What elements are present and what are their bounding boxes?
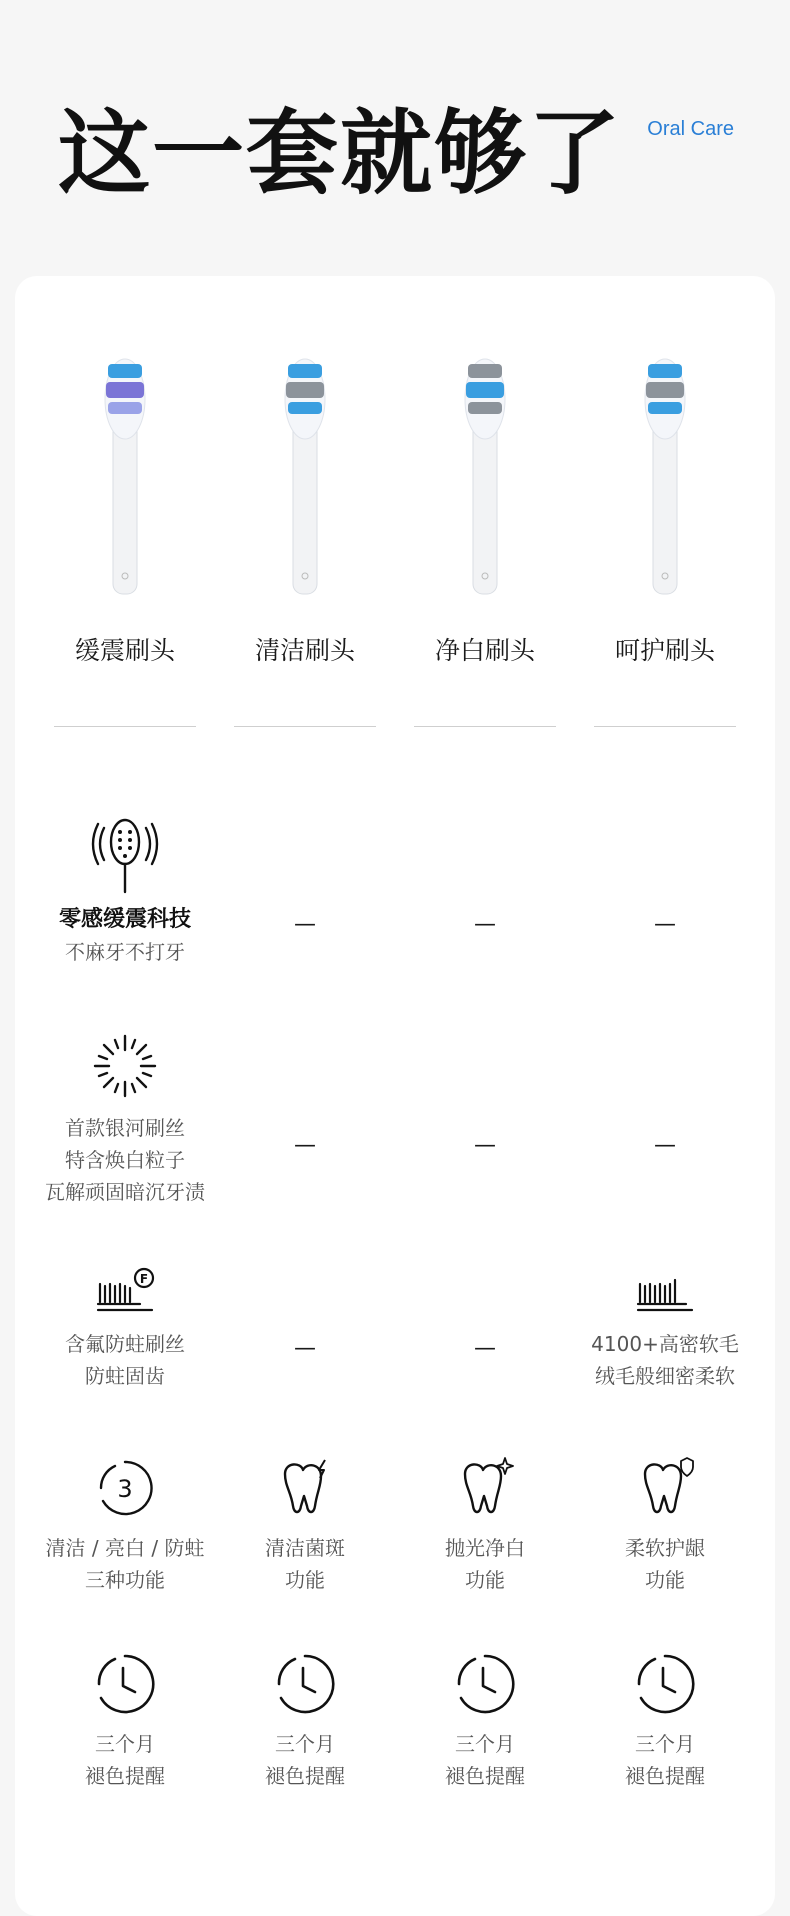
feature-line: 三个月: [275, 1732, 335, 1756]
feature-plaque-clean: [215, 1456, 395, 1596]
sparkle-icon: [35, 1034, 215, 1098]
feature-line: 含氟防蛀刷丝: [65, 1332, 185, 1356]
feature-line: 三种功能: [85, 1568, 165, 1592]
comparison-card: [15, 276, 775, 1916]
feature-desc: 不麻牙不打牙: [65, 940, 185, 964]
feature-line: 清洁 / 亮白 / 防蛀: [45, 1536, 205, 1560]
feature-fluoride: [35, 1266, 215, 1392]
brush-head-name: 净白刷头: [434, 636, 535, 665]
feature-line: 4100+高密软毛: [591, 1332, 739, 1356]
dense-bristle-icon: [575, 1266, 755, 1314]
divider: [54, 726, 196, 727]
feature-line: 褪色提醒: [625, 1764, 705, 1788]
feature-reminder: [395, 1652, 575, 1792]
tooth-bolt-icon: [215, 1456, 395, 1520]
dash-mark: —: [294, 1336, 316, 1361]
brush-head-name: 缓震刷头: [74, 636, 175, 665]
tooth-sparkle-icon: [395, 1456, 575, 1520]
clock-icon: [575, 1652, 755, 1716]
tooth-shield-icon: [575, 1456, 755, 1520]
feature-line: 三个月: [95, 1732, 155, 1756]
clock-icon: [35, 1652, 215, 1716]
dash-mark: —: [294, 912, 316, 937]
feature-line: 抛光净白: [445, 1536, 525, 1560]
feature-line: 三个月: [635, 1732, 695, 1756]
feature-line: 功能: [645, 1568, 685, 1592]
svg-text:F: F: [139, 1272, 149, 1286]
feature-line: 清洁菌斑: [265, 1536, 345, 1560]
brush-head-image: [395, 354, 575, 604]
feature-line: 褪色提醒: [445, 1764, 525, 1788]
divider: [414, 726, 556, 727]
dash-mark: —: [474, 1133, 496, 1158]
divider: [234, 726, 376, 727]
feature-polish-white: [395, 1456, 575, 1596]
dash-mark: —: [474, 912, 496, 937]
feature-title: 零感缓震科技: [58, 907, 191, 932]
feature-gum-care: [575, 1456, 755, 1596]
brush-head-image: [215, 354, 395, 604]
feature-line: 柔软护龈: [625, 1536, 705, 1560]
feature-line: 绒毛般细密柔软: [595, 1364, 735, 1388]
fluoride-bristle-icon: [35, 1266, 215, 1314]
feature-line: 防蛀固齿: [85, 1364, 165, 1388]
feature-line: 功能: [465, 1568, 505, 1592]
svg-text:3: 3: [117, 1475, 133, 1503]
three-circle-icon: [35, 1456, 215, 1520]
dash-mark: —: [294, 1133, 316, 1158]
feature-dense-bristle: [575, 1266, 755, 1392]
feature-line: 褪色提醒: [85, 1764, 165, 1788]
feature-line: 三个月: [455, 1732, 515, 1756]
dash-mark: —: [474, 1336, 496, 1361]
feature-vibration: [35, 816, 215, 968]
feature-reminder: [215, 1652, 395, 1792]
feature-line: 特含焕白粒子: [65, 1148, 185, 1172]
header: [0, 0, 790, 275]
dash-mark: —: [654, 912, 676, 937]
brush-vibration-icon: [35, 816, 215, 896]
feature-reminder: [35, 1652, 215, 1792]
feature-reminder: [575, 1652, 755, 1792]
divider: [594, 726, 736, 727]
brush-head-image: [575, 354, 755, 604]
clock-icon: [395, 1652, 575, 1716]
brand-label: Oral Care: [647, 118, 734, 140]
brush-head-image: [35, 354, 215, 604]
feature-silver-bristle: [35, 1034, 215, 1208]
feature-line: 褪色提醒: [265, 1764, 345, 1788]
dash-mark: —: [654, 1133, 676, 1158]
brush-head-name: 呵护刷头: [614, 636, 715, 665]
page-title: 这一套就够了: [58, 100, 623, 207]
clock-icon: [215, 1652, 395, 1716]
feature-line: 功能: [285, 1568, 325, 1592]
feature-three-functions: [35, 1456, 215, 1596]
feature-line: 首款银河刷丝: [65, 1116, 185, 1140]
brush-head-name: 清洁刷头: [254, 636, 355, 665]
feature-line: 瓦解顽固暗沉牙渍: [45, 1180, 205, 1204]
